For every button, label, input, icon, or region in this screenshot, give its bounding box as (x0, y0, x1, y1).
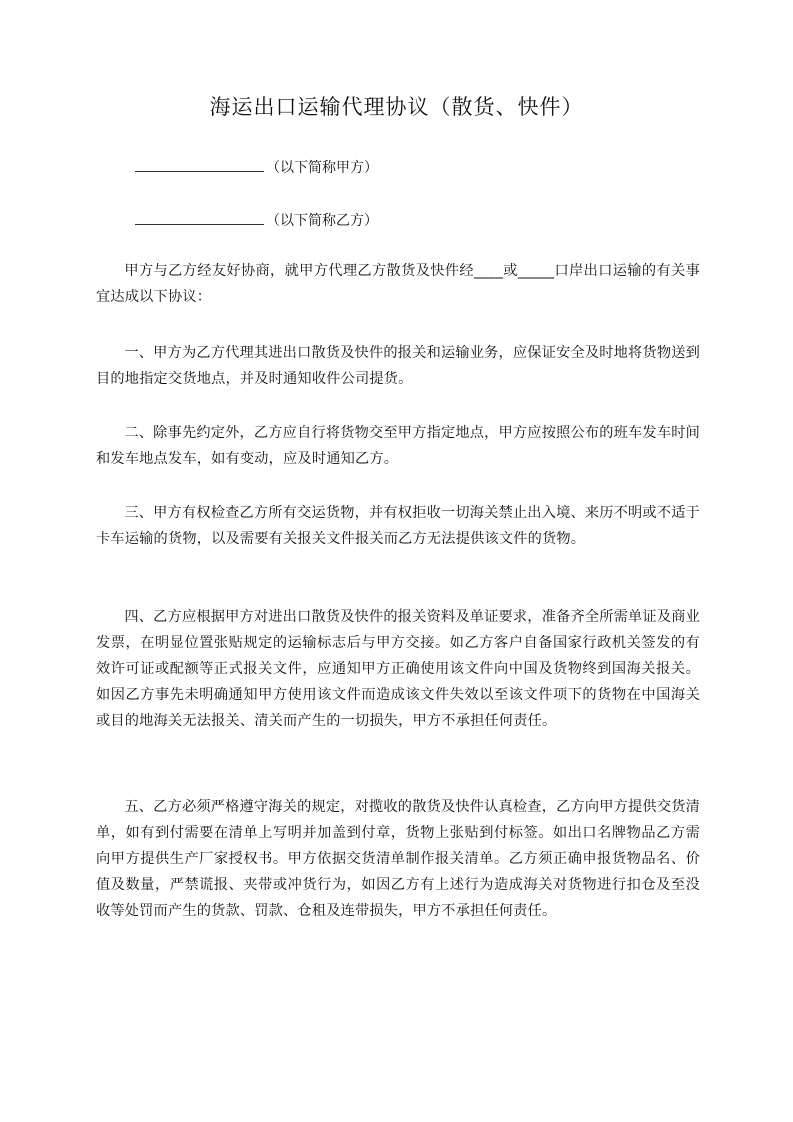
party-b-blank (135, 210, 264, 225)
party-b-label: （以下简称乙方） (266, 213, 378, 229)
clause-2: 二、除事先约定外，乙方应自行将货物交至甲方指定地点，甲方应按照公布的班车发车时间和发车地点发车，如有变动，应及时通知乙方。 (96, 425, 700, 467)
party-a-label: （以下简称甲方） (266, 160, 378, 176)
clause-3: 三、甲方有权检查乙方所有交运货物，并有权拒收一切海关禁止出入境、来历不明或不适于卡车运输的货物，以及需要有关报关文件报关而乙方无法提供该文件的货物。 (96, 505, 700, 547)
clause-1: 一、甲方为乙方代理其进出口散货及快件的报关和运输业务，应保证安全及时地将货物送到目的地指定交货地点，并及时通知收件公司提货。 (96, 345, 700, 387)
clause-5: 五、乙方必须严格遵守海关的规定，对揽收的散货及快件认真检查，乙方向甲方提供交货清单，如有到付需要在清单上写明并加盖到付章，货物上张贴到付标签。如出口名牌物品乙方需向甲方提供生产厂家授权书。甲方依据交货清单制作报关清单。乙方须正确申报货物品名、价值及数量，严禁谎报、夹带或冲货行为，如因乙方有上述行为造成海关对货物进行扣仓及至没收等处罚而产生的货款、罚款、仓租及连带损失，甲方不承担任何责任。 (96, 799, 700, 919)
party-a-line (135, 157, 378, 178)
party-a-blank (135, 157, 264, 172)
party-b-line (135, 210, 378, 231)
document-title: 海运出口运输代理协议（散货、快件） (209, 95, 584, 119)
clause-4: 四、乙方应根据甲方对进出口散货及快件的报关资料及单证要求，准备齐全所需单证及商业发票，在明显位置张贴规定的运输标志后与甲方交接。如乙方客户自备国家行政机关签发的有效许可证或配额等正式报关文件，应通知甲方正确使用该文件向中国及货物终到国海关报关。如因乙方事先未明确通知甲方使用该文件而造成该文件失效以至该文件项下的货物在中国海关或目的地海关无法报关、清关而产生的一切损失，甲方不承担任何责任。 (96, 609, 700, 729)
intro-paragraph: 甲方与乙方经友好协商，就甲方代理乙方散货及快件经____或_____口岸出口运输的有关事宜达成以下协议： (96, 263, 700, 305)
